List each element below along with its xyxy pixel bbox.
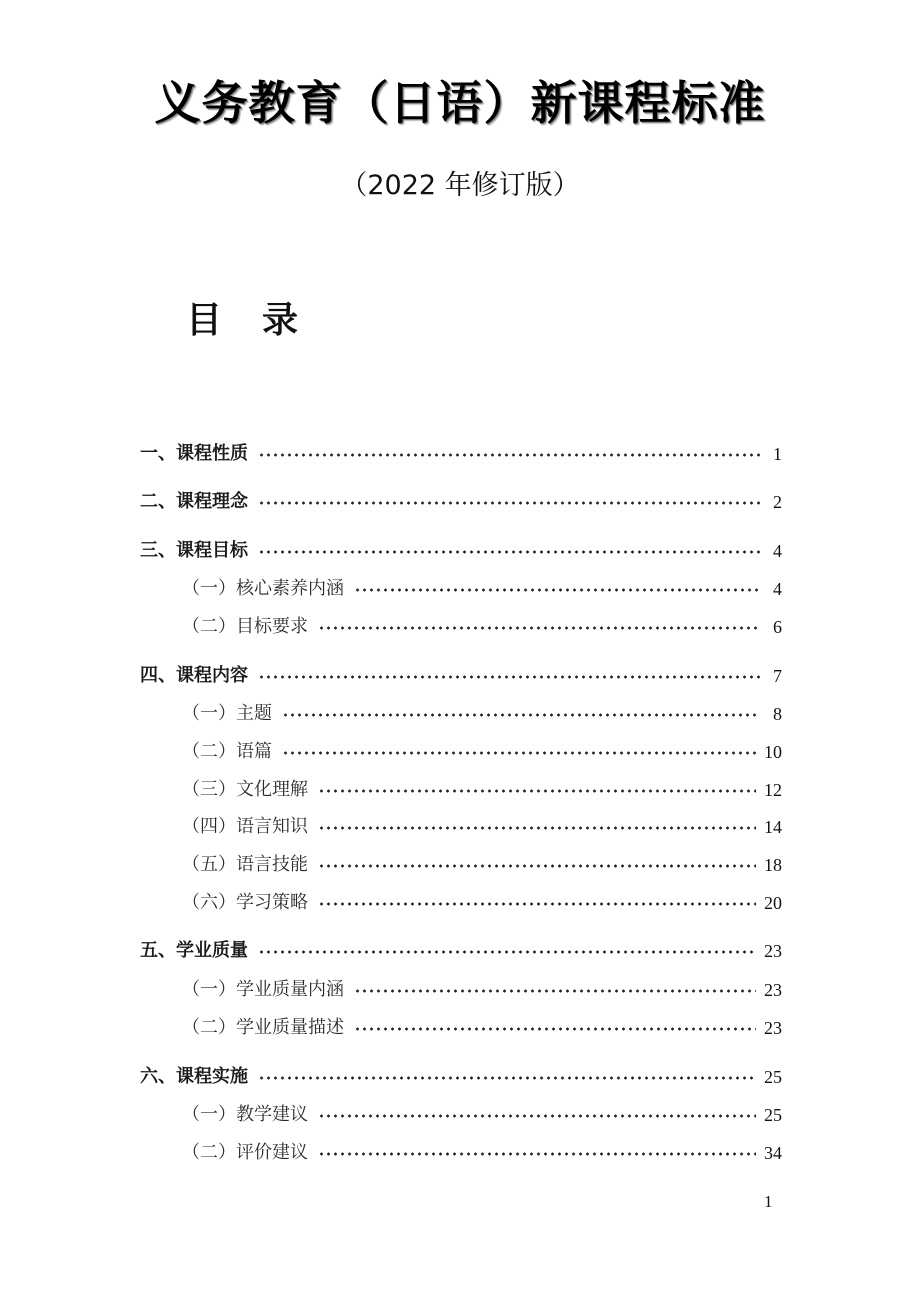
toc-entry-page: 1	[773, 444, 782, 464]
toc-dot-leader	[258, 675, 760, 679]
toc-entry-page: 20	[764, 893, 782, 913]
toc-dot-leader	[318, 1114, 756, 1118]
toc-entry-label: （一）核心素养内涵	[182, 578, 344, 599]
toc-entry-page: 25	[764, 1105, 782, 1125]
toc-entry-label: （三）文化理解	[182, 779, 308, 800]
toc-entry[interactable]	[140, 937, 782, 965]
toc-entry-label: （六）学习策略	[182, 892, 308, 913]
toc-entry-page: 25	[764, 1067, 782, 1087]
toc-dot-leader	[354, 1027, 756, 1031]
toc-dot-leader	[258, 550, 760, 554]
toc-entry[interactable]	[182, 1014, 782, 1042]
toc-entry[interactable]	[182, 1101, 782, 1129]
toc-entry-label: 二、课程理念	[140, 491, 248, 512]
toc-entry-label: 六、课程实施	[140, 1066, 248, 1087]
toc-entry-label: （一）教学建议	[182, 1104, 308, 1125]
toc-entry-label: 四、课程内容	[140, 665, 248, 686]
toc-entry[interactable]	[140, 488, 782, 516]
toc-entry-page: 4	[773, 541, 782, 561]
toc-entry-page: 6	[773, 617, 782, 637]
toc-entry-page: 23	[764, 980, 782, 1000]
toc-entry-label: （一）学业质量内涵	[182, 979, 344, 1000]
toc-heading: 目录	[186, 300, 339, 341]
toc-entry-label: 三、课程目标	[140, 540, 248, 561]
document-title: 义务教育（日语）新课程标准	[154, 76, 766, 130]
toc-entry[interactable]	[140, 440, 782, 468]
toc-dot-leader	[258, 1076, 756, 1080]
toc-dot-leader	[318, 1152, 756, 1156]
toc-dot-leader	[318, 626, 760, 630]
toc-dot-leader	[354, 989, 756, 993]
toc-entry-label: 一、课程性质	[140, 443, 248, 464]
toc-entry-label: （二）语篇	[182, 741, 272, 762]
toc-entry-page: 4	[773, 579, 782, 599]
toc-entry-page: 7	[773, 666, 782, 686]
toc-entry-label: （四）语言知识	[182, 816, 308, 837]
toc-entry-label: （一）主题	[182, 703, 272, 724]
toc-entry[interactable]	[140, 662, 782, 690]
toc-entry[interactable]	[182, 613, 782, 641]
toc-entry[interactable]	[182, 976, 782, 1004]
toc-dot-leader	[318, 826, 756, 830]
toc-entry-label: （二）目标要求	[182, 616, 308, 637]
toc-entry[interactable]	[182, 738, 782, 766]
toc-entry-page: 23	[764, 941, 782, 961]
toc-dot-leader	[258, 501, 760, 505]
toc-entry[interactable]	[182, 851, 782, 879]
toc-entry-page: 8	[773, 704, 782, 724]
document-subtitle: （2022 年修订版）	[340, 170, 580, 201]
toc-entry-page: 2	[773, 492, 782, 512]
toc-dot-leader	[258, 950, 756, 954]
toc-entry[interactable]	[140, 1063, 782, 1091]
toc-entry-page: 18	[764, 855, 782, 875]
toc-entry-page: 34	[764, 1143, 782, 1163]
toc-dot-leader	[318, 789, 756, 793]
toc-dot-leader	[354, 588, 760, 592]
toc-entry-label: 五、学业质量	[140, 940, 248, 961]
toc-entry-page: 12	[764, 780, 782, 800]
toc-entry[interactable]	[182, 889, 782, 917]
toc-entry[interactable]	[182, 776, 782, 804]
toc-entry-page: 14	[764, 817, 782, 837]
toc-entry[interactable]	[182, 813, 782, 841]
toc-dot-leader	[258, 453, 760, 457]
toc-entry[interactable]	[182, 700, 782, 728]
toc-entry[interactable]	[140, 537, 782, 565]
toc-entry-page: 23	[764, 1018, 782, 1038]
page-number: 1	[764, 1192, 773, 1211]
toc-entry-label: （二）学业质量描述	[182, 1017, 344, 1038]
toc-entry-label: （二）评价建议	[182, 1142, 308, 1163]
toc-entry-page: 10	[764, 742, 782, 762]
toc-entry[interactable]	[182, 1139, 782, 1167]
toc-entry-label: （五）语言技能	[182, 854, 308, 875]
toc-dot-leader	[282, 751, 756, 755]
toc-dot-leader	[318, 902, 756, 906]
toc-dot-leader	[282, 713, 760, 717]
toc-dot-leader	[318, 864, 756, 868]
toc-entry[interactable]	[182, 575, 782, 603]
